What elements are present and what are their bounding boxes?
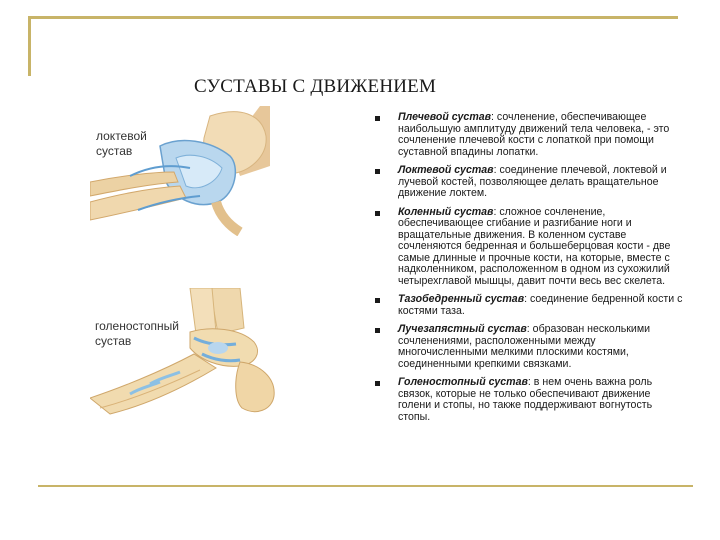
list-item [374,207,684,288]
slide-title: СУСТАВЫ С ДВИЖЕНИЕМ [194,76,437,97]
list-item [374,294,684,317]
bullet-text: : сложное сочленение, обеспечивающее сгибание и разгибание ноги и вращательные движения. В коленном суставе сочленяются бедренная и большеберцовая кости - две самые длинные и прочные кости, на которые, вместе с надколенником, расположенном в одном из сухожилий четырехглавой мышцы, давит почти весь вес скелета. [398,205,671,287]
bullet-square-icon [375,381,380,386]
bullet-term: Локтевой сустав [398,164,494,176]
list-item [374,165,684,200]
bullet-text: : образован несколькими сочленениями, расположенными между многочисленными мелкими плоскими костями, соединенными крепкими связками. [398,323,651,370]
bullet-term: Лучезапястный сустав [398,323,527,335]
bullet-text: : в нем очень важна роль связок, которые не только обеспечивают движение голени и стопы, но также поддерживают вогнутость стопы. [398,376,653,423]
list-item [374,112,684,158]
frame-top-line [28,16,678,19]
ankle-joint-label: голеностопный сустав [95,319,179,348]
bullet-text: : соединение бедренной кости с костями таза. [398,293,683,317]
elbow-joint-label: локтевой сустав [96,129,147,158]
bullet-text: : соединение плечевой, локтевой и лучевой костей, позволяющее делать вращательное движение локтем. [398,164,667,199]
frame-left-line [28,16,31,76]
bullet-term: Тазобедренный сустав [398,293,525,305]
bullet-square-icon [375,328,380,333]
frame-bottom-line [38,485,693,487]
bullet-square-icon [375,116,380,121]
bullet-square-icon [375,211,380,216]
bullet-term: Голеностопный сустав [398,376,528,388]
bullet-text: : сочленение, обеспечивающее наибольшую амплитуду движений тела человека, - это сочленение плечевой кости с лопаткой при помощи суставной впадины лопатки. [398,111,670,158]
bullet-square-icon [375,169,380,174]
list-item [374,324,684,370]
elbow-joint-image [90,106,270,236]
list-item [374,377,684,423]
bullet-term: Плечевой сустав [398,111,492,123]
ankle-joint-image [90,288,280,428]
bullet-term: Коленный сустав [398,205,494,218]
joints-bullet-list [374,112,684,423]
bullet-square-icon [375,298,380,303]
